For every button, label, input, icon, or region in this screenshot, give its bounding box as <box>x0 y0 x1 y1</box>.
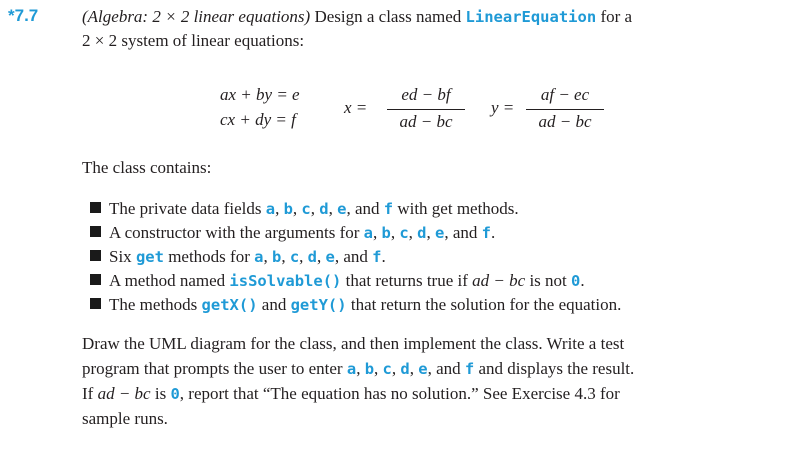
equation-1: ax + by = e <box>220 85 300 104</box>
para-line-3: If ad − bc is 0, report that “The equation has no solution.” See Exercise 4.3 for <box>82 384 620 403</box>
square-bullet-icon <box>90 226 101 237</box>
bullet-item: A constructor with the arguments for a, b, c, d, e, and f. <box>90 222 495 244</box>
title-line-1: (Algebra: 2 × 2 linear equations) Design a class named LinearEquation for a <box>82 7 633 26</box>
equation-2: cx + dy = f <box>220 110 296 129</box>
y-fraction-bar <box>526 109 604 110</box>
exercise-number: *7.7 <box>8 6 39 25</box>
x-label: x = <box>344 98 368 117</box>
square-bullet-icon <box>90 250 101 261</box>
bullet-item: A method named isSolvable() that returns true if ad − bc is not 0. <box>90 270 585 292</box>
title-line-2: 2 × 2 system of linear equations: <box>82 31 305 50</box>
para-line-1: Draw the UML diagram for the class, and then implement the class. Write a test <box>82 334 625 353</box>
x-numerator: ed − bf <box>401 85 451 104</box>
para-line-4: sample runs. <box>82 409 168 428</box>
square-bullet-icon <box>90 298 101 309</box>
bullet-item: The private data fields a, b, c, d, e, and f with get methods. <box>90 198 519 220</box>
x-fraction-bar <box>387 109 465 110</box>
y-numerator: af − ec <box>540 85 590 104</box>
contains-label: The class contains: <box>82 158 212 177</box>
bullet-item: The methods getX() and getY() that return the solution for the equation. <box>90 294 621 316</box>
square-bullet-icon <box>90 274 101 285</box>
y-denominator: ad − bc <box>538 112 592 131</box>
bullet-item: Six get methods for a, b, c, d, e, and f. <box>90 246 386 268</box>
class-name-code: LinearEquation <box>465 8 597 26</box>
y-label: y = <box>491 98 515 117</box>
title-italic: (Algebra: 2 × 2 linear equations) <box>82 7 311 26</box>
x-denominator: ad − bc <box>399 112 453 131</box>
square-bullet-icon <box>90 202 101 213</box>
para-line-2: program that prompts the user to enter a, b, c, d, e, and f and displays the result. <box>82 359 635 378</box>
